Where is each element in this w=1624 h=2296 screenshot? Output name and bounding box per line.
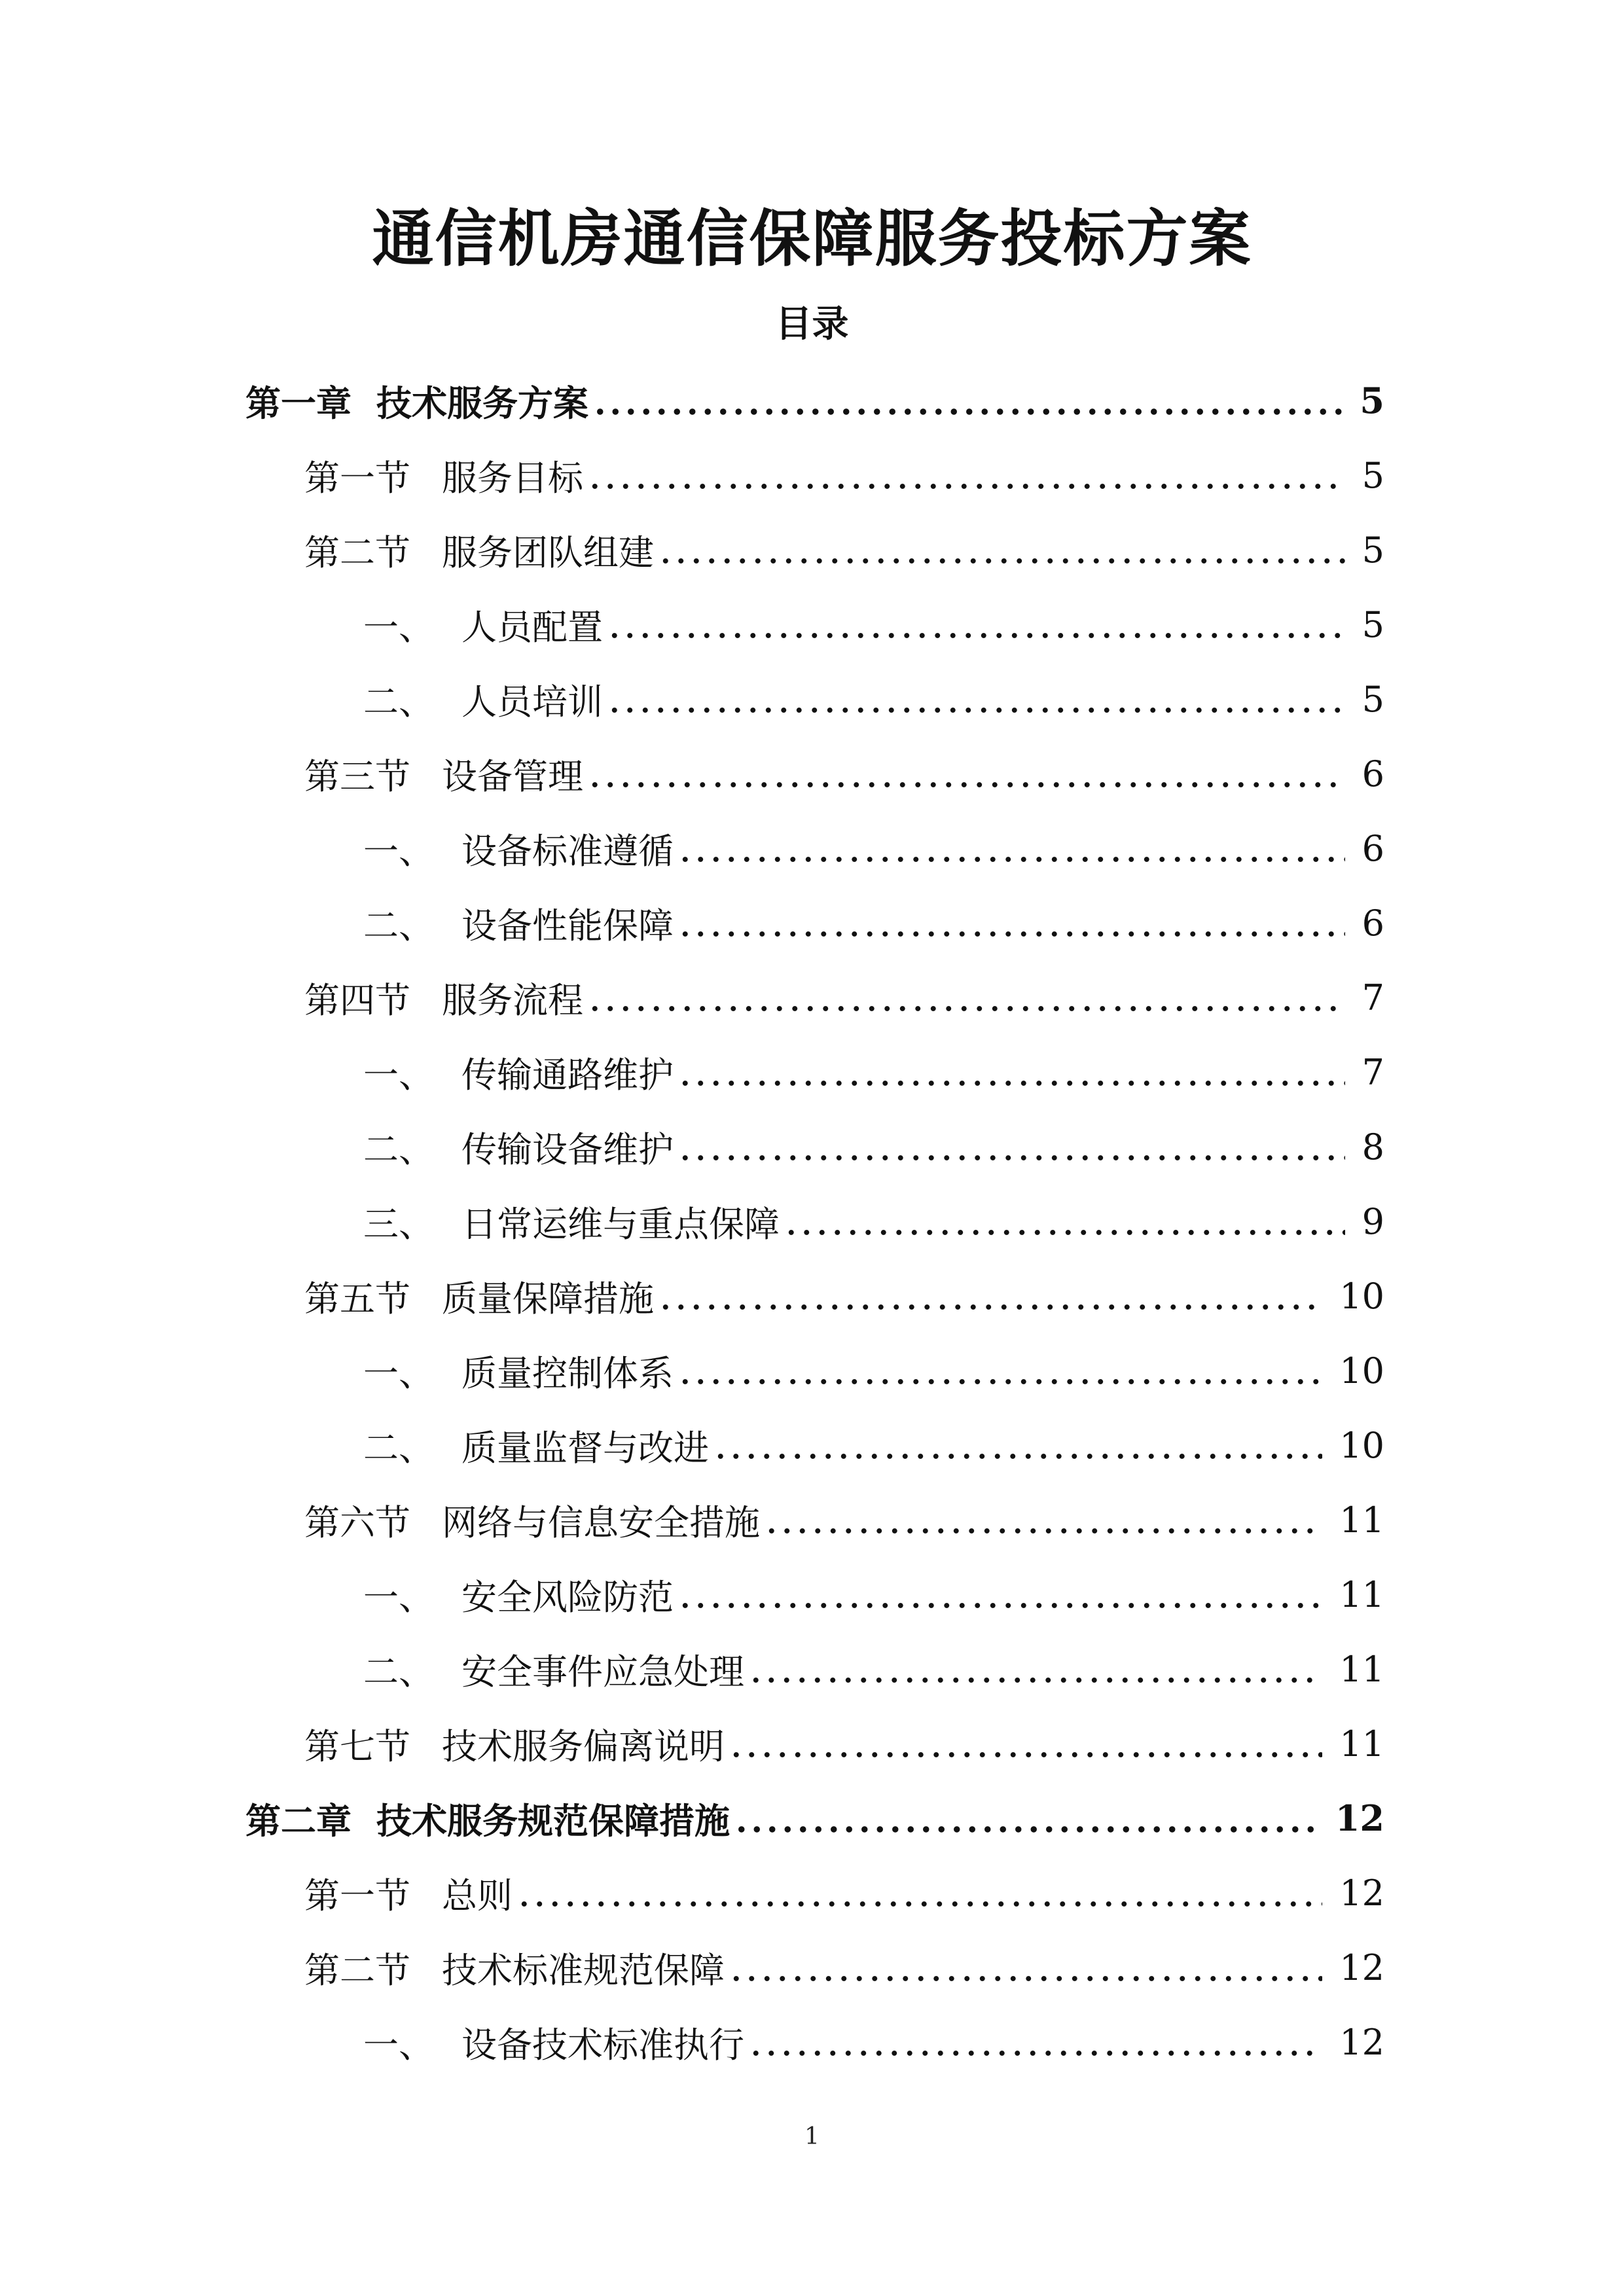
toc-entry-page: 6 xyxy=(1362,753,1384,795)
toc-entry[interactable] xyxy=(245,512,1384,587)
toc-entry-number: 一、 xyxy=(363,1352,434,1394)
toc-dot-leader xyxy=(764,1502,1322,1537)
toc-entry-page: 7 xyxy=(1362,977,1384,1018)
toc-entry[interactable] xyxy=(245,363,1384,438)
toc-entry-title: 人员配置 xyxy=(461,606,603,648)
toc-entry-number: 第一章 xyxy=(245,382,352,424)
toc-entry-page: 11 xyxy=(1339,1499,1384,1541)
toc-entry-title: 传输设备维护 xyxy=(461,1128,674,1170)
toc-entry-title: 质量保障措施 xyxy=(442,1278,654,1319)
toc-entry-title: 设备标准遵循 xyxy=(461,830,674,872)
toc-entry[interactable] xyxy=(245,1035,1384,1109)
toc-entry-number: 第四节 xyxy=(304,979,410,1021)
toc-entry[interactable] xyxy=(245,1333,1384,1408)
toc-entry[interactable] xyxy=(245,1408,1384,1482)
toc-entry[interactable] xyxy=(245,2005,1384,2079)
toc-dot-leader xyxy=(713,1427,1322,1463)
table-of-contents xyxy=(245,363,1384,2079)
toc-entry-page: 5 xyxy=(1360,380,1384,422)
toc-entry[interactable] xyxy=(245,1184,1384,1259)
toc-entry[interactable] xyxy=(245,1259,1384,1333)
toc-entry-number: 第六节 xyxy=(304,1501,410,1543)
toc-entry-title: 设备性能保障 xyxy=(461,905,674,946)
toc-entry-title: 技术标准规范保障 xyxy=(442,1949,725,1991)
toc-entry-number: 三、 xyxy=(363,1203,434,1245)
toc-entry-title: 网络与信息安全措施 xyxy=(442,1501,760,1543)
toc-entry[interactable] xyxy=(245,736,1384,811)
toc-entry-page: 5 xyxy=(1362,603,1384,645)
toc-entry[interactable] xyxy=(245,662,1384,736)
toc-dot-leader xyxy=(677,1353,1322,1388)
toc-entry-page: 12 xyxy=(1339,2021,1384,2063)
toc-entry-number: 第二节 xyxy=(304,531,410,573)
toc-dot-leader xyxy=(748,1651,1322,1687)
toc-dot-leader xyxy=(658,532,1345,567)
toc-entry-number: 第二章 xyxy=(245,1799,352,1842)
toc-entry-page: 5 xyxy=(1362,529,1384,571)
toc-dot-leader xyxy=(592,383,1343,418)
toc-entry-number: 一、 xyxy=(363,606,434,648)
toc-entry-page: 10 xyxy=(1339,1350,1384,1391)
toc-dot-leader xyxy=(734,1801,1318,1836)
toc-entry-number: 第二节 xyxy=(304,1949,410,1991)
toc-dot-leader xyxy=(658,1278,1322,1314)
toc-entry[interactable] xyxy=(245,1856,1384,1930)
toc-entry-title: 服务流程 xyxy=(442,979,583,1021)
toc-entry[interactable] xyxy=(245,1781,1384,1856)
toc-entry-page: 11 xyxy=(1339,1648,1384,1690)
toc-dot-leader xyxy=(677,831,1345,866)
toc-entry-page: 6 xyxy=(1362,827,1384,869)
toc-entry-page: 12 xyxy=(1339,1872,1384,1914)
toc-entry-title: 传输通路维护 xyxy=(461,1054,674,1096)
toc-entry-page: 12 xyxy=(1339,1946,1384,1988)
toc-dot-leader xyxy=(677,1054,1345,1090)
toc-entry-page: 5 xyxy=(1362,678,1384,720)
toc-entry-number: 第五节 xyxy=(304,1278,410,1319)
toc-entry-title: 服务团队组建 xyxy=(442,531,654,573)
toc-dot-leader xyxy=(677,905,1345,941)
toc-dot-leader xyxy=(748,2024,1322,2060)
page-number: 1 xyxy=(804,2123,820,2150)
toc-entry-page: 7 xyxy=(1362,1051,1384,1093)
toc-entry-title: 人员培训 xyxy=(461,681,603,723)
toc-dot-leader xyxy=(587,980,1345,1015)
toc-dot-leader xyxy=(784,1204,1345,1239)
toc-entry[interactable] xyxy=(245,1109,1384,1184)
toc-entry-title: 总则 xyxy=(442,1874,513,1916)
toc-dot-leader xyxy=(607,607,1345,642)
toc-entry-number: 第一节 xyxy=(304,457,410,499)
toc-entry-number: 第一节 xyxy=(304,1874,410,1916)
toc-entry-page: 11 xyxy=(1339,1723,1384,1765)
toc-entry-title: 安全事件应急处理 xyxy=(461,1651,744,1693)
toc-entry-number: 二、 xyxy=(363,905,434,946)
toc-entry[interactable] xyxy=(245,587,1384,662)
toc-entry-title: 设备技术标准执行 xyxy=(461,2024,744,2066)
toc-entry-number: 一、 xyxy=(363,830,434,872)
toc-entry[interactable] xyxy=(245,1557,1384,1632)
toc-dot-leader xyxy=(677,1129,1345,1164)
toc-entry[interactable] xyxy=(245,438,1384,512)
toc-entry-number: 二、 xyxy=(363,1128,434,1170)
toc-entry-page: 5 xyxy=(1362,454,1384,496)
toc-entry-page: 12 xyxy=(1335,1797,1384,1839)
toc-entry-page: 11 xyxy=(1339,1573,1384,1615)
toc-entry-page: 8 xyxy=(1362,1126,1384,1168)
toc-entry-page: 6 xyxy=(1362,902,1384,944)
toc-dot-leader xyxy=(729,1950,1322,1985)
toc-entry[interactable] xyxy=(245,1930,1384,2005)
toc-dot-leader xyxy=(516,1875,1322,1910)
toc-entry-title: 设备管理 xyxy=(442,755,583,797)
toc-entry[interactable] xyxy=(245,811,1384,886)
toc-entry-title: 技术服务规范保障措施 xyxy=(376,1799,730,1842)
toc-entry-title: 质量控制体系 xyxy=(461,1352,674,1394)
toc-entry-page: 9 xyxy=(1362,1200,1384,1242)
toc-entry-number: 二、 xyxy=(363,1651,434,1693)
toc-heading: 目录 xyxy=(775,302,849,346)
toc-entry-title: 质量监督与改进 xyxy=(461,1427,709,1469)
toc-entry[interactable] xyxy=(245,1706,1384,1781)
toc-entry[interactable] xyxy=(245,960,1384,1035)
toc-entry-title: 技术服务偏离说明 xyxy=(442,1725,725,1767)
toc-entry-number: 二、 xyxy=(363,681,434,723)
toc-entry-number: 第三节 xyxy=(304,755,410,797)
toc-entry[interactable] xyxy=(245,886,1384,960)
toc-entry-number: 一、 xyxy=(363,1054,434,1096)
toc-entry-number: 二、 xyxy=(363,1427,434,1469)
toc-dot-leader xyxy=(729,1726,1322,1761)
toc-entry-title: 技术服务方案 xyxy=(376,382,588,424)
toc-entry-title: 日常运维与重点保障 xyxy=(461,1203,780,1245)
toc-entry-number: 第七节 xyxy=(304,1725,410,1767)
toc-entry[interactable] xyxy=(245,1482,1384,1557)
toc-entry-page: 10 xyxy=(1339,1275,1384,1317)
toc-entry-number: 一、 xyxy=(363,2024,434,2066)
toc-entry-title: 服务目标 xyxy=(442,457,583,499)
toc-entry[interactable] xyxy=(245,1632,1384,1706)
toc-dot-leader xyxy=(677,1577,1322,1612)
toc-entry-number: 一、 xyxy=(363,1576,434,1618)
toc-entry-title: 安全风险防范 xyxy=(461,1576,674,1618)
toc-dot-leader xyxy=(587,457,1345,493)
toc-dot-leader xyxy=(607,681,1345,717)
toc-dot-leader xyxy=(587,756,1345,791)
document-title: 通信机房通信保障服务投标方案 xyxy=(372,203,1252,275)
toc-entry-page: 10 xyxy=(1339,1424,1384,1466)
